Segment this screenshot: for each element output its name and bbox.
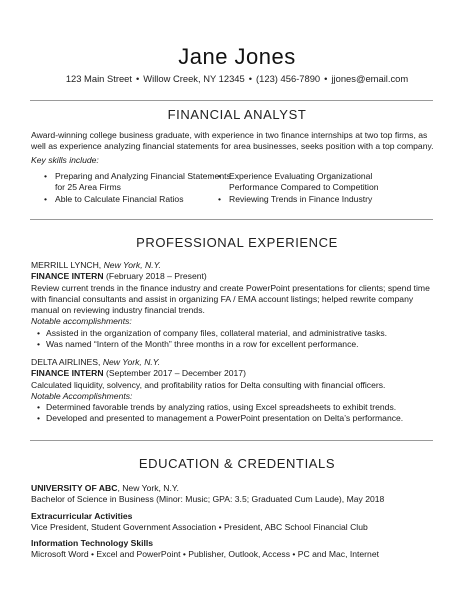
summary-text: Award-winning college business graduate, with experience in two finance internships at two top firms, as well as experience analyzing financial statements for area businesses, seeks position with a top company.	[31, 130, 434, 152]
skill-item: • Able to Calculate Financial Ratios	[44, 194, 234, 205]
education-section	[31, 483, 436, 561]
contact-address: 123 Main Street	[65, 73, 132, 84]
job-description: Calculated liquidity, solvency, and profitability ratios for Delta consulting with financial officers.	[31, 379, 386, 390]
job-dates: (September 2017 – December 2017)	[105, 368, 246, 379]
candidate-name: Jane Jones	[178, 44, 296, 69]
job-role-line	[31, 271, 436, 282]
accomplishments-label: Notable accomplishments:	[31, 316, 132, 327]
accomplishment-item: • Developed and presented to management a PowerPoint presentation on Delta’s performance.	[31, 413, 436, 424]
job-description: Review current trends in the finance industry and create PowerPoint presentations for clients; spend time with financial consultants and assist in organizing FA / EMA account listings; helped rewrite company manual on reviewing industry financial trends.	[31, 282, 430, 316]
divider	[30, 440, 433, 441]
job-company-line	[31, 260, 436, 271]
contact-email[interactable]: jjones@email.com	[331, 73, 409, 84]
school-line	[31, 483, 436, 494]
accomplishments-list	[31, 402, 436, 425]
job-company: DELTA AIRLINES,	[31, 357, 101, 367]
job-role: FINANCE INTERN	[31, 368, 104, 379]
accomplishments-label: Notable Accomplishments:	[31, 390, 133, 401]
accomplishment-item: • Determined favorable trends by analyzing ratios, using Excel spreadsheets to exhibit trends.	[31, 402, 436, 413]
summary-section	[31, 130, 436, 166]
job-entry	[31, 357, 436, 425]
accomplishment-item: • Was named “Intern of the Month” three months in a row for excellent performance.	[31, 339, 436, 350]
activities: Vice President, Student Government Association • President, ABC School Financial Club	[31, 521, 368, 532]
accomplishments-list	[31, 328, 436, 351]
summary-title: FINANCIAL ANALYST	[167, 107, 307, 122]
experience-title: PROFESSIONAL EXPERIENCE	[136, 235, 338, 250]
contact-city: Willow Creek, NY 12345	[143, 73, 245, 84]
contact-separator: •	[324, 73, 328, 84]
it-skills-label: Information Technology Skills	[31, 538, 154, 549]
job-company: MERRILL LYNCH,	[31, 260, 102, 270]
contact-separator: •	[248, 73, 253, 84]
school-name: UNIVERSITY OF ABC	[31, 483, 118, 493]
accomplishment-item: • Assisted in the organization of company files, collateral material, and administrative tasks.	[31, 328, 436, 339]
job-dates: (February 2018 – Present)	[105, 271, 207, 282]
divider	[30, 219, 433, 220]
key-skills-label: Key skills include:	[31, 154, 99, 165]
job-company-line	[31, 357, 436, 368]
education-title: EDUCATION & CREDENTIALS	[138, 456, 336, 471]
contact-separator: •	[136, 73, 140, 84]
divider	[30, 100, 433, 101]
degree: Bachelor of Science in Business (Minor: Music; GPA: 3.5; Graduated Cum Laude), May 2018	[31, 494, 385, 505]
skill-item: • Preparing and Analyzing Financial Statements for 25 Area Firms	[44, 171, 234, 194]
activities-label: Extracurricular Activities	[31, 510, 133, 521]
it-skills: Microsoft Word • Excel and PowerPoint • Publisher, Outlook, Access • PC and Mac, Internet	[31, 549, 379, 560]
skills-list-left	[44, 171, 234, 205]
contact-phone: (123) 456-7890	[256, 73, 321, 84]
job-role: FINANCE INTERN	[31, 271, 104, 282]
job-location: New York, N.Y.	[103, 260, 161, 270]
job-entry	[31, 260, 436, 350]
skills-list-right	[218, 171, 418, 205]
skill-item: • Experience Evaluating Organizational Performance Compared to Competition	[218, 171, 418, 194]
skill-item: • Reviewing Trends in Finance Industry	[218, 194, 418, 205]
school-location: , New York, N.Y.	[117, 483, 179, 493]
contact-line	[0, 73, 474, 84]
job-role-line	[31, 368, 436, 379]
job-location: New York, N.Y.	[102, 357, 161, 367]
